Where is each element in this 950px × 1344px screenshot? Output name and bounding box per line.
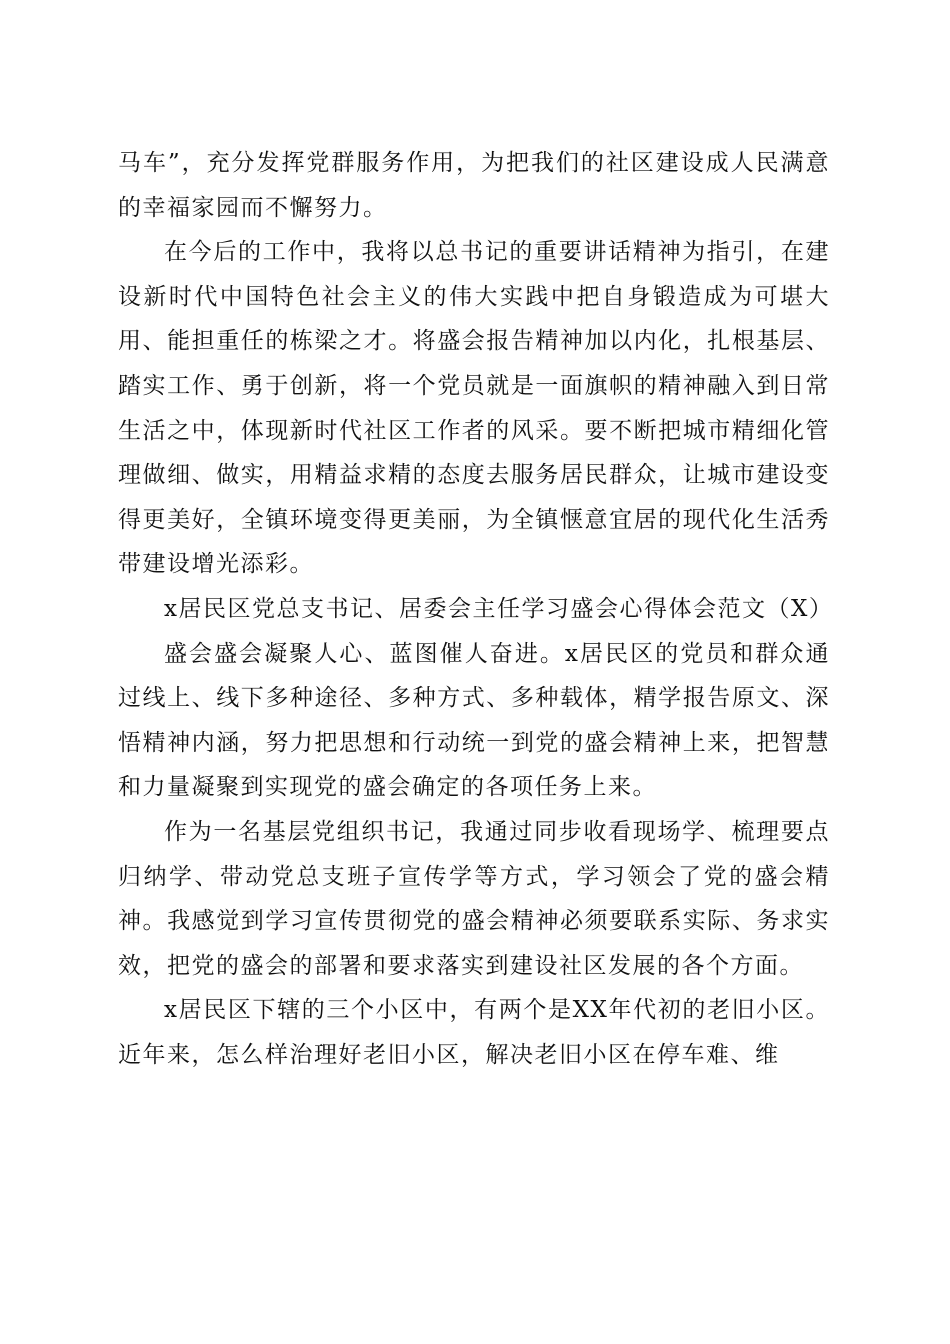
paragraph-intro: 盛会盛会凝聚人心、蓝图催人奋进。x居民区的党员和群众通过线上、线下多种途径、多种方式、多种载体，精学报告原文、深悟精神内涵，努力把思想和行动统一到党的盛会精神上来，把智慧和力量凝聚到实现党的盛会确定的各项任务上来。 <box>118 640 830 801</box>
paragraph-study-methods: 作为一名基层党组织书记，我通过同步收看现场学、梳理要点归纳学、带动党总支班子宣传学等方式，学习领会了党的盛会精神。我感觉到学习宣传贯彻党的盛会精神必须要联系实际、务求实效，把党的盛会的部署和要求落实到建设社区发展的各个方面。 <box>118 818 830 979</box>
document-body <box>118 141 834 1077</box>
section-heading: x居民区党总支书记、居委会主任学习盛会心得体会范文（X） <box>164 595 834 622</box>
paragraph-old-communities: x居民区下辖的三个小区中，有两个是XX年代初的老旧小区。近年来，怎么样治理好老旧小区，解决老旧小区在停车难、维 <box>118 997 830 1068</box>
paragraph-future-work: 在今后的工作中，我将以总书记的重要讲话精神为指引，在建设新时代中国特色社会主义的伟大实践中把自身锻造成为可堪大用、能担重任的栋梁之才。将盛会报告精神加以内化，扎根基层、踏实工作、勇于创新，将一个党员就是一面旗帜的精神融入到日常生活之中，体现新时代社区工作者的风采。要不断把城市精细化管理做细、做实，用精益求精的态度去服务居民群众，让城市建设变得更美好，全镇环境变得更美丽，为全镇惬意宜居的现代化生活秀带建设增光添彩。 <box>118 239 830 578</box>
paragraph-continuation: 马车”，充分发挥党群服务作用，为把我们的社区建设成人民满意的幸福家园而不懈努力。 <box>118 150 830 221</box>
